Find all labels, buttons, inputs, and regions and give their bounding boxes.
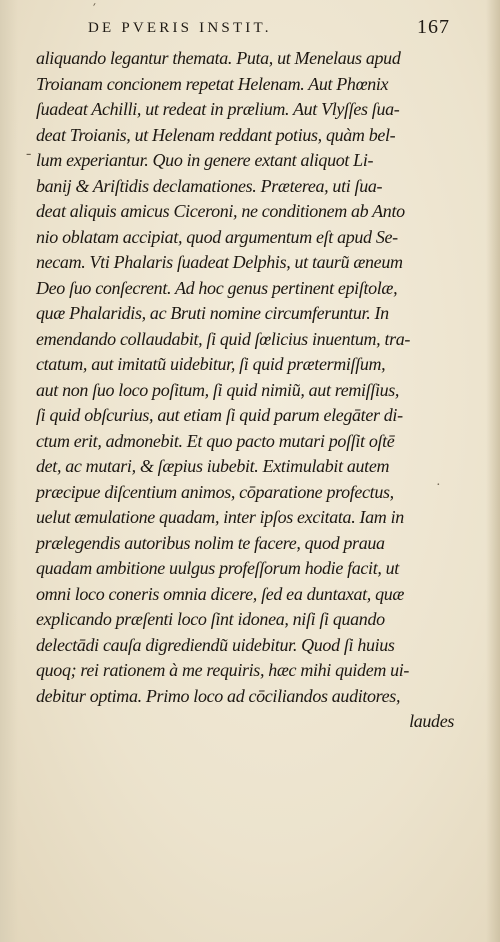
text-line: Troianam concionem repetat Helenam. Aut Phœnix [36, 73, 389, 94]
text-line: quadam ambitione uulgus profeſſorum hodie facit, ut [36, 558, 399, 578]
page-edge-shadow-left [0, 0, 18, 942]
text-line: debitur optima. Primo loco ad cōciliandos auditores, [36, 685, 401, 706]
body-text [36, 46, 456, 735]
catchword: laudes [409, 711, 454, 731]
text-line: nio oblatam accipiat, quod argumentum eſt apud Se- [36, 226, 398, 247]
text-line: quoq; rei rationem à me requiris, hæc mihi quidem ui- [36, 660, 410, 680]
page-edge-shadow-right [486, 0, 500, 942]
margin-ink-dot: · [436, 478, 441, 493]
text-line: ſuadeat Achilli, ut redeat in prælium. Aut Vlyſſes ſua- [36, 99, 400, 119]
text-line: aliquando legantur themata. Puta, ut Menelaus apud [36, 48, 401, 68]
text-line: ſi quid obſcurius, aut etiam ſi quid parum elegāter di- [36, 405, 403, 425]
text-line: necam. Vti Phalaris ſuadeat Delphis, ut tauru͂ æneum [36, 252, 403, 272]
text-line: omni loco coneris omnia dicere, ſed ea duntaxat, quæ [36, 583, 405, 604]
text-line: explicando præſenti loco ſint idonea, niſi ſi quando [36, 609, 385, 629]
text-line: quæ Phalaridis, ac Bruti nomine circumferuntur. In [36, 303, 389, 323]
text-line: deat Troianis, ut Helenam reddant potius, quàm bel- [36, 124, 396, 145]
text-line: delectādi cauſa digrediendu͂ uidebitur. Quod ſi huius [36, 634, 395, 655]
text-line: Deo ſuo conſecrent. Ad hoc genus pertinent epiſtolæ, [36, 277, 398, 298]
text-line: uelut æmulatione quadam, inter ipſos excitata. Iam in [36, 507, 404, 527]
text-line: prælegendis autoribus nolim te facere, quod praua [36, 532, 385, 553]
text-line: præcipue diſcentium animos, cōparatione profectus, [36, 481, 394, 502]
margin-ink-mark: - [26, 145, 32, 162]
text-line: aut non ſuo loco poſitum, ſi quid nimiu͂, aut remiſſius, [36, 379, 400, 400]
stray-ink-mark: ˊ [91, 1, 101, 18]
text-line: emendando collaudabit, ſi quid ſœlicius inuentum, tra- [36, 328, 411, 349]
page-number: 167 [417, 16, 450, 38]
text-line: det, ac mutari, & ſæpius iubebit. Extimulabit autem [36, 456, 390, 476]
text-line: banij & Ariſtidis declamationes. Præterea, uti ſua- [36, 175, 383, 196]
text-line: deat aliquis amicus Ciceroni, ne conditionem ab Anto [36, 201, 405, 221]
text-line: ctatum, aut imitatu͂ uidebitur, ſi quid prætermiſſum, [36, 354, 386, 374]
text-line: lum experiantur. Quo in genere extant aliquot Li- [36, 150, 374, 170]
page-header [88, 14, 450, 44]
running-head: DE PVERIS INSTIT. [88, 20, 272, 36]
text-line: ctum erit, admonebit. Et quo pacto mutari poſſit oſtē [36, 430, 395, 451]
